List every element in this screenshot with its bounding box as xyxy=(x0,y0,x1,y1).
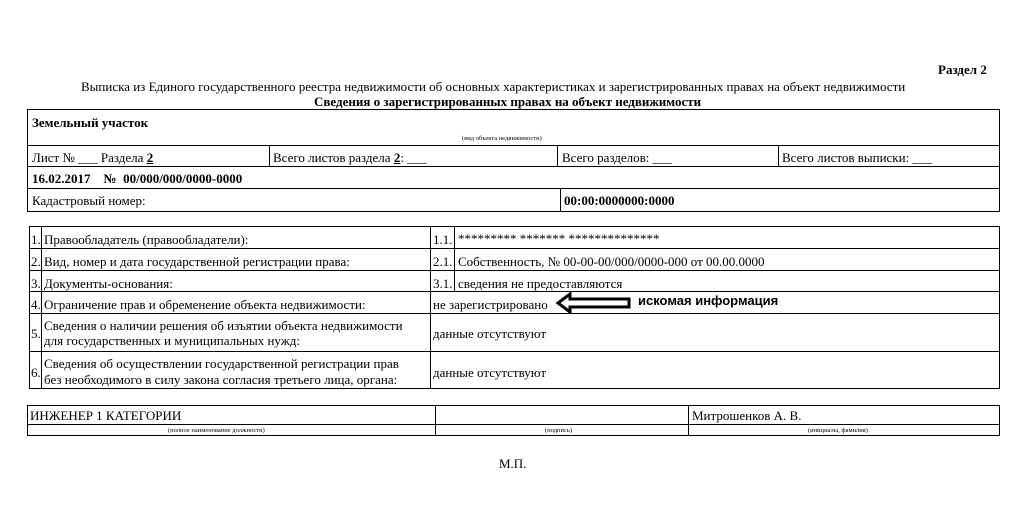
row-number: 3. xyxy=(31,276,41,291)
row-label: Документы-основания: xyxy=(44,276,173,291)
row-subnumber: 3.1. xyxy=(433,276,453,291)
section-number: Раздел 2 xyxy=(938,62,987,77)
row-number: 2. xyxy=(31,254,41,269)
row-subnumber: 1.1. xyxy=(433,232,453,247)
extract-date: 16.02.2017 xyxy=(32,171,91,186)
total-section-sheets-suffix: : ___ xyxy=(400,150,427,165)
left-arrow-icon xyxy=(555,292,633,314)
cadastral-number: 00:00:0000000:0000 xyxy=(564,193,675,208)
total-extract-sheets-field xyxy=(782,150,932,165)
name-caption: (инициалы, фамилия) xyxy=(808,427,868,434)
row-label-line2: для государственных и муниципальных нужд: xyxy=(44,333,300,348)
section-value: 2 xyxy=(146,150,154,165)
row-label-line1: Сведения об осуществлении государственной регистрации прав xyxy=(44,356,399,371)
row-value: сведения не предоставляются xyxy=(458,276,623,291)
cadastral-label: Кадастровый номер: xyxy=(32,193,146,208)
total-section-sheets-field xyxy=(273,150,427,165)
position-title: ИНЖЕНЕР 1 КАТЕГОРИИ xyxy=(30,408,182,423)
total-sections-label: Всего разделов: xyxy=(562,150,650,165)
document-subtitle: Сведения о зарегистрированных правах на объект недвижимости xyxy=(314,94,702,109)
total-extract-sheets-label: Всего листов выписки: xyxy=(782,150,910,165)
document-title: Выписка из Единого государственного реестра недвижимости об основных характеристиках и зарегистрированных правах на объект недвижимости xyxy=(81,79,906,94)
signature-caption: (подпись) xyxy=(545,427,572,434)
position-caption: (полное наименование должности) xyxy=(168,427,265,434)
row-label: Правообладатель (правообладатели): xyxy=(44,232,249,247)
total-section-sheets-label: Всего листов раздела xyxy=(273,150,391,165)
total-extract-sheets-value: ___ xyxy=(912,150,932,165)
row-subnumber: 2.1. xyxy=(433,254,453,269)
stamp-place: М.П. xyxy=(499,456,527,471)
extract-number: 00/000/000/0000-0000 xyxy=(123,171,243,186)
row-label-line1: Сведения о наличии решения об изъятии объекта недвижимости xyxy=(44,318,403,333)
object-type-caption: (вид объекта недвижимости) xyxy=(462,135,542,142)
total-sections-value: ___ xyxy=(652,150,673,165)
sheet-blank: ___ xyxy=(78,150,98,165)
row-label-line2: без необходимого в силу закона согласия третьего лица, органа: xyxy=(44,372,398,387)
section-label: Раздела xyxy=(100,150,144,165)
row-value: не зарегистрировано xyxy=(433,297,548,312)
row-value: данные отсутствуют xyxy=(433,365,547,380)
row-number: 6. xyxy=(31,365,41,380)
annotation-label: искомая информация xyxy=(638,293,779,308)
row-number: 4. xyxy=(31,297,41,312)
total-sections-field xyxy=(562,150,672,165)
extract-date-number xyxy=(32,171,242,186)
sheet-number-field xyxy=(32,150,153,165)
extract-number-label: № xyxy=(103,171,117,186)
row-number: 1. xyxy=(31,232,41,247)
signer-name: Митрошенков А. В. xyxy=(692,408,802,423)
row-label: Ограничение прав и обременение объекта недвижимости: xyxy=(44,297,366,312)
row-label: Вид, номер и дата государственной регистрации права: xyxy=(44,254,350,269)
row-value: Собственность, № 00-00-00/000/0000-000 от 00.00.0000 xyxy=(458,254,765,269)
total-section-sheets-value: 2 xyxy=(393,150,401,165)
row-value: данные отсутствуют xyxy=(433,326,547,341)
object-type: Земельный участок xyxy=(32,115,149,130)
row-value: ********* ******* ************** xyxy=(458,231,660,246)
row-number: 5. xyxy=(31,326,41,341)
sheet-label: Лист № xyxy=(32,150,75,165)
